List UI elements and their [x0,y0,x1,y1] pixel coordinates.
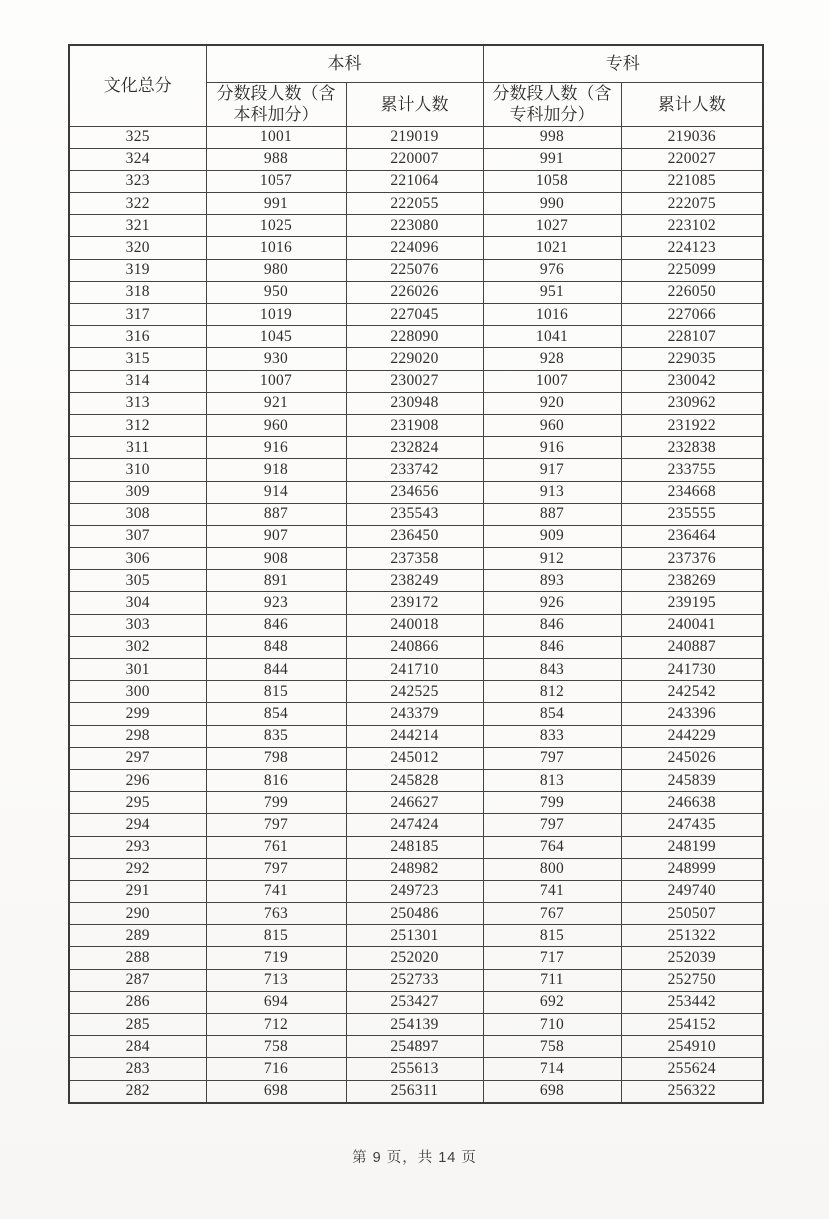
cell-ben-cumulative: 245828 [346,769,483,791]
cell-ben-segment: 797 [206,858,346,880]
cell-ben-cumulative: 241710 [346,659,483,681]
cell-ben-segment: 799 [206,792,346,814]
table-row [69,459,763,481]
cell-zhuan-segment: 797 [483,747,621,769]
cell-zhuan-segment: 741 [483,880,621,902]
cell-ben-segment: 1045 [206,326,346,348]
cell-zhuan-segment: 913 [483,481,621,503]
cell-zhuan-segment: 711 [483,969,621,991]
cell-zhuan-cumulative: 237376 [621,548,763,570]
cell-total-score: 290 [69,903,206,925]
cell-total-score: 282 [69,1080,206,1103]
cell-ben-segment: 719 [206,947,346,969]
cell-ben-segment: 1025 [206,215,346,237]
table-row [69,1080,763,1103]
cell-ben-segment: 1001 [206,126,346,148]
cell-ben-cumulative: 240018 [346,614,483,636]
cell-ben-cumulative: 223080 [346,215,483,237]
cell-ben-cumulative: 256311 [346,1080,483,1103]
table-row [69,681,763,703]
cell-zhuan-segment: 846 [483,636,621,658]
cell-ben-cumulative: 247424 [346,814,483,836]
cell-zhuan-cumulative: 255624 [621,1058,763,1080]
table-row [69,370,763,392]
cell-total-score: 323 [69,170,206,192]
cell-ben-cumulative: 220007 [346,148,483,170]
cell-total-score: 309 [69,481,206,503]
table-row [69,414,763,436]
cell-ben-segment: 907 [206,525,346,547]
cell-ben-cumulative: 238249 [346,570,483,592]
header-zhuan-cumulative: 累计人数 [621,83,763,127]
cell-total-score: 300 [69,681,206,703]
cell-zhuan-cumulative: 219036 [621,126,763,148]
cell-ben-cumulative: 245012 [346,747,483,769]
cell-ben-segment: 816 [206,769,346,791]
cell-ben-segment: 815 [206,681,346,703]
cell-total-score: 317 [69,304,206,326]
cell-zhuan-segment: 717 [483,947,621,969]
cell-zhuan-segment: 990 [483,193,621,215]
table-row [69,814,763,836]
table-row [69,836,763,858]
table-row [69,769,763,791]
cell-ben-segment: 815 [206,925,346,947]
cell-ben-cumulative: 248185 [346,836,483,858]
table-row [69,969,763,991]
cell-ben-cumulative: 231908 [346,414,483,436]
cell-zhuan-segment: 887 [483,503,621,525]
cell-zhuan-cumulative: 231922 [621,414,763,436]
cell-total-score: 310 [69,459,206,481]
table-row [69,281,763,303]
cell-ben-cumulative: 235543 [346,503,483,525]
cell-zhuan-segment: 767 [483,903,621,925]
cell-total-score: 292 [69,858,206,880]
cell-zhuan-cumulative: 224123 [621,237,763,259]
table-row [69,304,763,326]
cell-ben-segment: 844 [206,659,346,681]
cell-zhuan-cumulative: 232838 [621,437,763,459]
cell-zhuan-cumulative: 253442 [621,991,763,1013]
page-footer: 第 9 页，共 14 页 [352,1150,477,1166]
cell-ben-cumulative: 250486 [346,903,483,925]
cell-zhuan-segment: 928 [483,348,621,370]
cell-total-score: 305 [69,570,206,592]
cell-ben-segment: 891 [206,570,346,592]
cell-ben-segment: 921 [206,392,346,414]
cell-total-score: 308 [69,503,206,525]
table-header [69,45,763,126]
cell-ben-segment: 1016 [206,237,346,259]
cell-zhuan-segment: 916 [483,437,621,459]
cell-zhuan-cumulative: 245839 [621,769,763,791]
table-body [69,126,763,1103]
cell-ben-cumulative: 236450 [346,525,483,547]
cell-zhuan-segment: 764 [483,836,621,858]
table-row [69,481,763,503]
cell-zhuan-segment: 1058 [483,170,621,192]
cell-ben-segment: 698 [206,1080,346,1103]
cell-zhuan-segment: 951 [483,281,621,303]
cell-zhuan-segment: 813 [483,769,621,791]
cell-total-score: 311 [69,437,206,459]
cell-zhuan-segment: 846 [483,614,621,636]
cell-zhuan-segment: 991 [483,148,621,170]
cell-total-score: 315 [69,348,206,370]
table-row [69,215,763,237]
cell-zhuan-segment: 1016 [483,304,621,326]
cell-ben-cumulative: 243379 [346,703,483,725]
table-row [69,193,763,215]
cell-zhuan-segment: 1007 [483,370,621,392]
table-row [69,636,763,658]
cell-ben-cumulative: 251301 [346,925,483,947]
cell-total-score: 286 [69,991,206,1013]
cell-ben-cumulative: 237358 [346,548,483,570]
cell-zhuan-segment: 912 [483,548,621,570]
cell-zhuan-segment: 758 [483,1036,621,1058]
cell-zhuan-cumulative: 236464 [621,525,763,547]
cell-ben-cumulative: 230027 [346,370,483,392]
header-ben-segment: 分数段人数（含本科加分） [206,83,346,127]
cell-ben-cumulative: 230948 [346,392,483,414]
cell-ben-segment: 914 [206,481,346,503]
cell-ben-cumulative: 225076 [346,259,483,281]
cell-total-score: 287 [69,969,206,991]
cell-total-score: 318 [69,281,206,303]
cell-zhuan-cumulative: 230042 [621,370,763,392]
cell-zhuan-cumulative: 240041 [621,614,763,636]
table-row [69,237,763,259]
cell-zhuan-cumulative: 247435 [621,814,763,836]
cell-ben-segment: 960 [206,414,346,436]
table-row [69,903,763,925]
cell-zhuan-cumulative: 226050 [621,281,763,303]
cell-zhuan-segment: 710 [483,1014,621,1036]
cell-ben-segment: 758 [206,1036,346,1058]
cell-ben-segment: 713 [206,969,346,991]
cell-zhuan-cumulative: 225099 [621,259,763,281]
cell-zhuan-segment: 833 [483,725,621,747]
table-row [69,525,763,547]
cell-zhuan-cumulative: 251322 [621,925,763,947]
table-row [69,570,763,592]
table-row [69,1014,763,1036]
cell-zhuan-segment: 812 [483,681,621,703]
cell-ben-cumulative: 255613 [346,1058,483,1080]
cell-ben-segment: 712 [206,1014,346,1036]
cell-ben-cumulative: 240866 [346,636,483,658]
cell-zhuan-segment: 843 [483,659,621,681]
cell-ben-cumulative: 222055 [346,193,483,215]
cell-zhuan-cumulative: 242542 [621,681,763,703]
cell-ben-segment: 991 [206,193,346,215]
cell-ben-segment: 716 [206,1058,346,1080]
cell-ben-segment: 694 [206,991,346,1013]
cell-ben-segment: 988 [206,148,346,170]
cell-zhuan-cumulative: 238269 [621,570,763,592]
table-row [69,148,763,170]
cell-ben-segment: 848 [206,636,346,658]
table-row [69,925,763,947]
cell-zhuan-segment: 976 [483,259,621,281]
table-row [69,170,763,192]
cell-total-score: 302 [69,636,206,658]
cell-zhuan-cumulative: 248199 [621,836,763,858]
cell-total-score: 289 [69,925,206,947]
cell-ben-segment: 916 [206,437,346,459]
table-row [69,503,763,525]
table-row [69,858,763,880]
cell-zhuan-cumulative: 250507 [621,903,763,925]
cell-total-score: 293 [69,836,206,858]
cell-total-score: 322 [69,193,206,215]
cell-zhuan-cumulative: 256322 [621,1080,763,1103]
cell-zhuan-cumulative: 229035 [621,348,763,370]
cell-zhuan-segment: 815 [483,925,621,947]
cell-ben-segment: 741 [206,880,346,902]
cell-ben-cumulative: 233742 [346,459,483,481]
cell-total-score: 284 [69,1036,206,1058]
cell-ben-cumulative: 242525 [346,681,483,703]
table-row [69,659,763,681]
cell-zhuan-segment: 800 [483,858,621,880]
table-row [69,1036,763,1058]
cell-ben-cumulative: 219019 [346,126,483,148]
cell-zhuan-cumulative: 252039 [621,947,763,969]
cell-ben-segment: 918 [206,459,346,481]
cell-zhuan-segment: 714 [483,1058,621,1080]
cell-zhuan-segment: 1041 [483,326,621,348]
cell-total-score: 321 [69,215,206,237]
cell-ben-cumulative: 253427 [346,991,483,1013]
cell-ben-cumulative: 252733 [346,969,483,991]
header-group-row [69,45,763,83]
cell-total-score: 301 [69,659,206,681]
header-college-group: 专科 [483,45,763,83]
cell-zhuan-cumulative: 240887 [621,636,763,658]
header-total-score: 文化总分 [69,45,206,126]
cell-zhuan-cumulative: 220027 [621,148,763,170]
cell-zhuan-cumulative: 227066 [621,304,763,326]
cell-total-score: 303 [69,614,206,636]
table-row [69,592,763,614]
table-row [69,548,763,570]
table-row [69,880,763,902]
cell-ben-cumulative: 252020 [346,947,483,969]
cell-total-score: 288 [69,947,206,969]
cell-zhuan-segment: 909 [483,525,621,547]
cell-zhuan-segment: 960 [483,414,621,436]
table-row [69,1058,763,1080]
cell-total-score: 283 [69,1058,206,1080]
table-row [69,348,763,370]
cell-ben-cumulative: 234656 [346,481,483,503]
cell-zhuan-segment: 1027 [483,215,621,237]
cell-ben-segment: 835 [206,725,346,747]
cell-ben-cumulative: 239172 [346,592,483,614]
table-row [69,947,763,969]
cell-ben-cumulative: 227045 [346,304,483,326]
cell-total-score: 299 [69,703,206,725]
cell-ben-cumulative: 254139 [346,1014,483,1036]
cell-zhuan-cumulative: 243396 [621,703,763,725]
cell-total-score: 312 [69,414,206,436]
cell-total-score: 325 [69,126,206,148]
cell-ben-segment: 950 [206,281,346,303]
cell-zhuan-cumulative: 246638 [621,792,763,814]
cell-ben-cumulative: 224096 [346,237,483,259]
cell-zhuan-cumulative: 245026 [621,747,763,769]
cell-ben-cumulative: 226026 [346,281,483,303]
cell-ben-segment: 761 [206,836,346,858]
cell-zhuan-segment: 998 [483,126,621,148]
table-row [69,392,763,414]
cell-ben-cumulative: 229020 [346,348,483,370]
cell-total-score: 297 [69,747,206,769]
cell-ben-cumulative: 244214 [346,725,483,747]
cell-total-score: 320 [69,237,206,259]
table-row [69,792,763,814]
cell-zhuan-segment: 797 [483,814,621,836]
cell-ben-segment: 1007 [206,370,346,392]
table-row [69,991,763,1013]
cell-ben-cumulative: 248982 [346,858,483,880]
table-row [69,725,763,747]
cell-zhuan-cumulative: 221085 [621,170,763,192]
cell-zhuan-segment: 799 [483,792,621,814]
cell-zhuan-cumulative: 241730 [621,659,763,681]
cell-ben-segment: 846 [206,614,346,636]
cell-total-score: 313 [69,392,206,414]
cell-zhuan-cumulative: 254910 [621,1036,763,1058]
cell-zhuan-segment: 692 [483,991,621,1013]
cell-total-score: 307 [69,525,206,547]
cell-total-score: 296 [69,769,206,791]
table-row [69,259,763,281]
table-row [69,747,763,769]
header-undergraduate-group: 本科 [206,45,483,83]
cell-total-score: 298 [69,725,206,747]
cell-total-score: 316 [69,326,206,348]
cell-ben-cumulative: 221064 [346,170,483,192]
cell-total-score: 291 [69,880,206,902]
cell-total-score: 304 [69,592,206,614]
table-row [69,326,763,348]
cell-zhuan-cumulative: 222075 [621,193,763,215]
header-zhuan-segment: 分数段人数（含专科加分） [483,83,621,127]
cell-zhuan-cumulative: 254152 [621,1014,763,1036]
cell-total-score: 306 [69,548,206,570]
cell-zhuan-segment: 926 [483,592,621,614]
cell-ben-cumulative: 232824 [346,437,483,459]
score-distribution-table [68,44,764,1104]
cell-ben-cumulative: 228090 [346,326,483,348]
cell-zhuan-segment: 917 [483,459,621,481]
cell-total-score: 324 [69,148,206,170]
cell-ben-segment: 887 [206,503,346,525]
cell-zhuan-segment: 893 [483,570,621,592]
header-ben-cumulative: 累计人数 [346,83,483,127]
cell-zhuan-cumulative: 233755 [621,459,763,481]
cell-zhuan-segment: 698 [483,1080,621,1103]
cell-zhuan-segment: 854 [483,703,621,725]
cell-zhuan-cumulative: 249740 [621,880,763,902]
cell-ben-cumulative: 249723 [346,880,483,902]
cell-ben-segment: 797 [206,814,346,836]
cell-zhuan-segment: 920 [483,392,621,414]
cell-ben-cumulative: 254897 [346,1036,483,1058]
cell-zhuan-cumulative: 228107 [621,326,763,348]
cell-zhuan-cumulative: 248999 [621,858,763,880]
cell-ben-segment: 980 [206,259,346,281]
cell-zhuan-cumulative: 235555 [621,503,763,525]
cell-zhuan-cumulative: 223102 [621,215,763,237]
table-row [69,437,763,459]
table-row [69,126,763,148]
cell-zhuan-cumulative: 252750 [621,969,763,991]
cell-ben-segment: 854 [206,703,346,725]
cell-zhuan-cumulative: 239195 [621,592,763,614]
cell-total-score: 295 [69,792,206,814]
cell-total-score: 314 [69,370,206,392]
cell-ben-segment: 763 [206,903,346,925]
cell-zhuan-cumulative: 234668 [621,481,763,503]
cell-ben-segment: 1019 [206,304,346,326]
cell-zhuan-segment: 1021 [483,237,621,259]
cell-ben-cumulative: 246627 [346,792,483,814]
cell-ben-segment: 930 [206,348,346,370]
cell-total-score: 294 [69,814,206,836]
cell-zhuan-cumulative: 230962 [621,392,763,414]
cell-zhuan-cumulative: 244229 [621,725,763,747]
cell-ben-segment: 798 [206,747,346,769]
cell-total-score: 285 [69,1014,206,1036]
cell-total-score: 319 [69,259,206,281]
cell-ben-segment: 908 [206,548,346,570]
cell-ben-segment: 923 [206,592,346,614]
cell-ben-segment: 1057 [206,170,346,192]
table-row [69,614,763,636]
table-row [69,703,763,725]
